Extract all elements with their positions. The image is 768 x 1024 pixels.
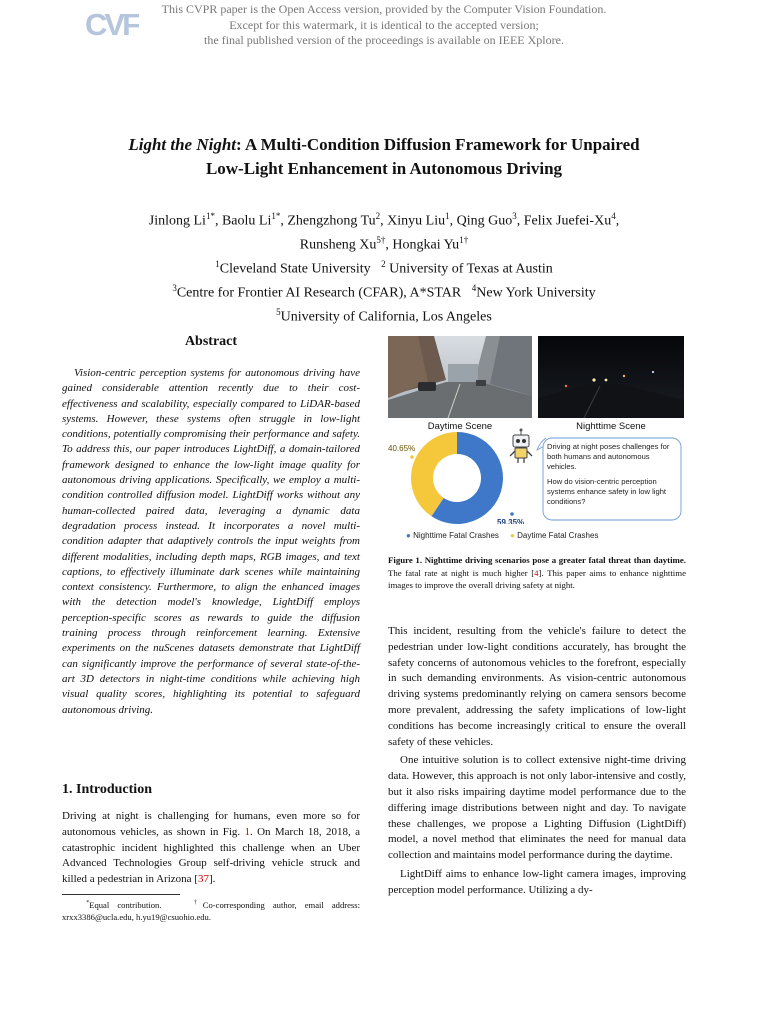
citation-link[interactable]: 37 — [197, 873, 209, 886]
title-part-1: : A Multi-Condition Diffusion Framework for Unpaired — [236, 135, 640, 154]
author-name: Qing Guo — [456, 213, 513, 229]
nighttime-photo — [538, 336, 684, 418]
legend-swatch-daytime: ● — [510, 531, 515, 540]
paragraph: LightDiff aims to enhance low-light camera images, improving perception model performance. Utilizing a dy- — [388, 867, 686, 896]
author-name: Hongkai Yu — [392, 237, 460, 253]
watermark-line-1: This CVPR paper is the Open Access version, provided by the Computer Vision Foundation. — [161, 2, 607, 16]
affiliation-line-3: $^5$University of California, Los Angeles — [276, 307, 492, 325]
watermark-line-3: the final published version of the proceedings is available on IEEE Xplore. — [204, 33, 564, 47]
abstract-text: Vision-centric perception systems for autonomous driving have gained considerable attention recently due to their cost-effectiveness and scalability, especially compared to LiDAR-based systems. However, these systems often struggle in low-light conditions, potentially compromising their performance and safety. To address this, our paper introduces LightDiff, a domain-tailored framework designed to enhance the low-light image quality for autonomous driving applications. Specifically, we employ a multi-condition controlled diffusion model. LightDiff works without any human-collected paired data, leveraging a dynamic data degradation process instead. It incorporates a novel multi-condition adapter that adaptively controls the input weights from different modalities, including depth maps, RGB images, and text captions, to effectively illuminate dark scenes while maintaining context consistency. Furthermore, to align the enhanced images with the detection model's knowledge, LightDiff employs perception-specific scores as rewards to guide the diffusion training process through reinforcement learning. Extensive experiments on the nuScenes datasets demonstrate that LightDiff can significantly improve the performance of several state-of-the-art 3D detectors in night-time conditions while achieving high visual quality scores, highlighting its potential to safeguard autonomous driving. — [62, 367, 360, 716]
nighttime-value-label: 59.35% — [497, 518, 525, 524]
figure-1-graphic — [388, 336, 684, 524]
author-name: Felix Juefei-Xu — [523, 213, 612, 229]
nighttime-marker — [510, 512, 514, 516]
author-line-2: Runsheng $Xu^{5\dagger}$, Hongkai $Yu^{1\dagger}$ — [299, 235, 469, 253]
affiliation-line-1: $^1$Cleveland State University $^2$ University of Texas at Austin — [215, 259, 553, 277]
abstract-heading: Abstract — [184, 334, 238, 349]
footnote: *Equal contribution. †Co-corresponding author, email address: xrxx3386@ucla.edu, h.yu19@csuohio.edu. — [62, 899, 361, 922]
author-block — [60, 207, 708, 327]
affiliation-line-2: $^3$Centre for Frontier AI Research (CFAR), A*STAR $^4$New York University — [172, 283, 596, 301]
speech-bubble-text — [547, 442, 679, 507]
watermark-line-2: Except for this watermark, it is identical to the accepted version; — [229, 17, 539, 32]
cvf-logo — [83, 6, 139, 42]
author-line-1: Jinlong $Li^{1*}$, Baolu $Li^{1*}$, Zhengzhong Tu$^2$, Xinyu Liu$^1$, Qing Guo$^3$, Felix Juefei-Xu$^4$, — [148, 211, 620, 229]
robot-icon — [510, 429, 532, 464]
figure-reference-link[interactable]: 1 — [244, 825, 250, 838]
footnote-rule — [62, 894, 180, 895]
bubble-question: How do vision-centric perception systems enhance safety in low light conditions? — [547, 477, 667, 506]
paragraph: This incident, resulting from the vehicle's failure to detect the pedestrian under low-light conditions accurately, has brought the safety concerns of autonomous vehicles to the forefront, especially in such demanding environments. As vision-centric autonomous driving systems predominantly relying on camera sensors become more prevalent, addressing the safety implications of low-light conditions has become increasingly critical to ensure the overall safety of these vehicles. — [388, 625, 686, 748]
section-heading-introduction: 1. Introduction — [62, 782, 152, 797]
right-column-text — [388, 624, 686, 899]
nighttime-scene-label: Nighttime Scene — [576, 421, 646, 432]
figure-1 — [388, 336, 684, 524]
daytime-value-label: 40.65% — [388, 444, 416, 453]
figure-1-caption: Figure 1. Nighttime driving scenarios pose a greater fatal threat than daytime. The fatal rate at night is much higher [4]. This paper aims to enhance nighttime images to improve the overall driving safety at night. — [388, 555, 686, 590]
legend-label-daytime: Daytime Fatal Crashes — [517, 531, 599, 540]
author-name: Baolu Li — [221, 213, 272, 229]
paragraph: One intuitive solution is to collect extensive night-time driving data. However, this approach is not only labor-intensive and costly, but it also risks impairing daytime model performance due to the differing image distributions between night and day. To navigate these challenges, we propose a Lighting Diffusion (LightDiff) model, a novel method that eliminates the need for manual data collection and maintains model performance during the daytime. — [388, 754, 686, 862]
paper-title — [60, 133, 708, 181]
cvf-logo-text: CVF — [85, 7, 138, 42]
legend-swatch-nighttime: ● — [406, 531, 411, 540]
daytime-photo — [388, 336, 532, 418]
bubble-statement: Driving at night poses challenges for both humans and autonomous vehicles. — [547, 442, 670, 471]
daytime-marker — [410, 455, 414, 459]
title-line-2: Low-Light Enhancement in Autonomous Driving — [205, 159, 563, 178]
legend-label-nighttime: Nighttime Fatal Crashes — [413, 531, 499, 540]
author-name: Jinlong Li — [148, 213, 206, 229]
caption-citation-link[interactable]: 4 — [534, 567, 539, 578]
intro-paragraph: Driving at night is challenging for humans, even more so for autonomous vehicles, as shown in Fig. 1. On March 18, 2018, a catastrophic incident highlighted this challenge when an Uber Advanced Technologies Group self-driving vehicle struck and killed a pedestrian in Arizona [37]. — [62, 810, 360, 886]
title-italic: Light the Night — [128, 135, 237, 154]
daytime-scene-label: Daytime Scene — [427, 421, 493, 432]
author-name: Zhengzhong Tu — [287, 213, 376, 229]
author-name: Runsheng Xu — [299, 237, 377, 253]
legend-row — [406, 531, 598, 540]
fatal-crash-donut-chart — [410, 432, 514, 524]
author-name: Xinyu Liu — [387, 213, 446, 229]
